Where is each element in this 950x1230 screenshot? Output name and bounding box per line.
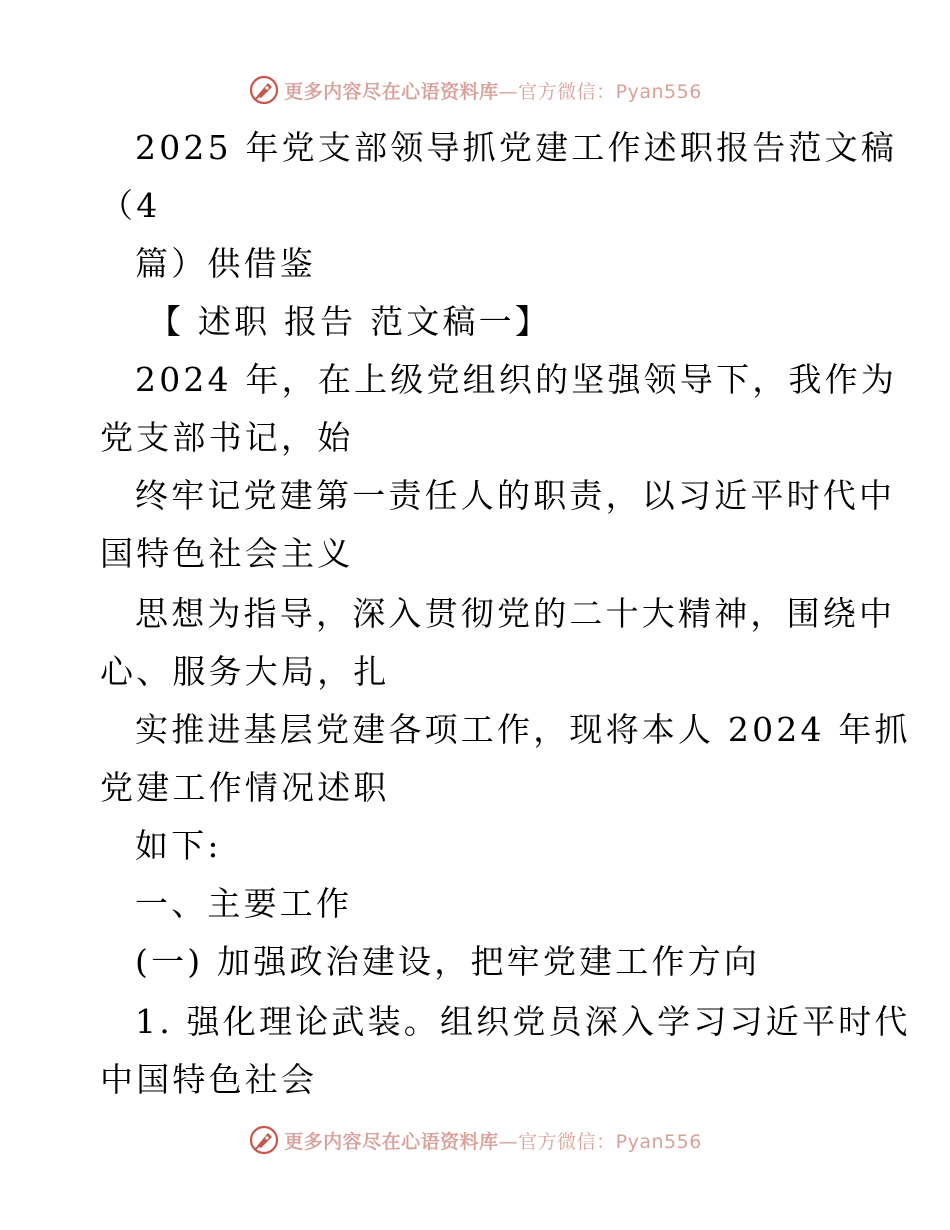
paragraph-line: 国特色社会主义 bbox=[100, 534, 354, 573]
paragraph-line: 实推进基层党建各项工作，现将本人 2024 年抓 bbox=[135, 710, 911, 749]
paragraph-line: 心、服务大局，扎 bbox=[100, 652, 390, 691]
watermark-text: 更多内容尽在心语资料库—官方微信：Pyan556 bbox=[284, 1130, 702, 1153]
watermark-text: 更多内容尽在心语资料库—官方微信：Pyan556 bbox=[284, 80, 702, 103]
footer-watermark bbox=[0, 1120, 950, 1160]
doc-title-line-3: 篇）供借鉴 bbox=[135, 244, 316, 283]
doc-title-line-1: 2025 年党支部领导抓党建工作述职报告范文稿 bbox=[135, 128, 898, 167]
paragraph-line: 思想为指导，深入贯彻党的二十大精神，围绕中 bbox=[135, 594, 896, 633]
paragraph-line: 如下: bbox=[135, 826, 222, 865]
pen-nib-logo-icon bbox=[248, 1124, 280, 1156]
pen-nib-logo-icon bbox=[248, 74, 280, 106]
doc-title-line-2: （4 bbox=[100, 186, 161, 225]
paragraph-line: 中国特色社会 bbox=[100, 1060, 318, 1099]
header-watermark bbox=[0, 70, 950, 110]
paragraph-line: 2024 年，在上级党组织的坚强领导下，我作为 bbox=[135, 360, 898, 399]
paragraph-line: 党建工作情况述职 bbox=[100, 768, 390, 807]
paragraph-line: 党支部书记，始 bbox=[100, 418, 354, 457]
paragraph-line: 终牢记党建第一责任人的职责，以习近平时代中 bbox=[135, 476, 896, 515]
subheading-main-work: 一、主要工作 bbox=[135, 884, 353, 923]
section-heading: 【 述职 报告 范文稿一】 bbox=[148, 302, 552, 341]
paragraph-line: 1. 强化理论武装。组织党员深入学习习近平时代 bbox=[135, 1002, 911, 1041]
subheading-political-building: (一) 加强政治建设，把牢党建工作方向 bbox=[135, 942, 761, 981]
